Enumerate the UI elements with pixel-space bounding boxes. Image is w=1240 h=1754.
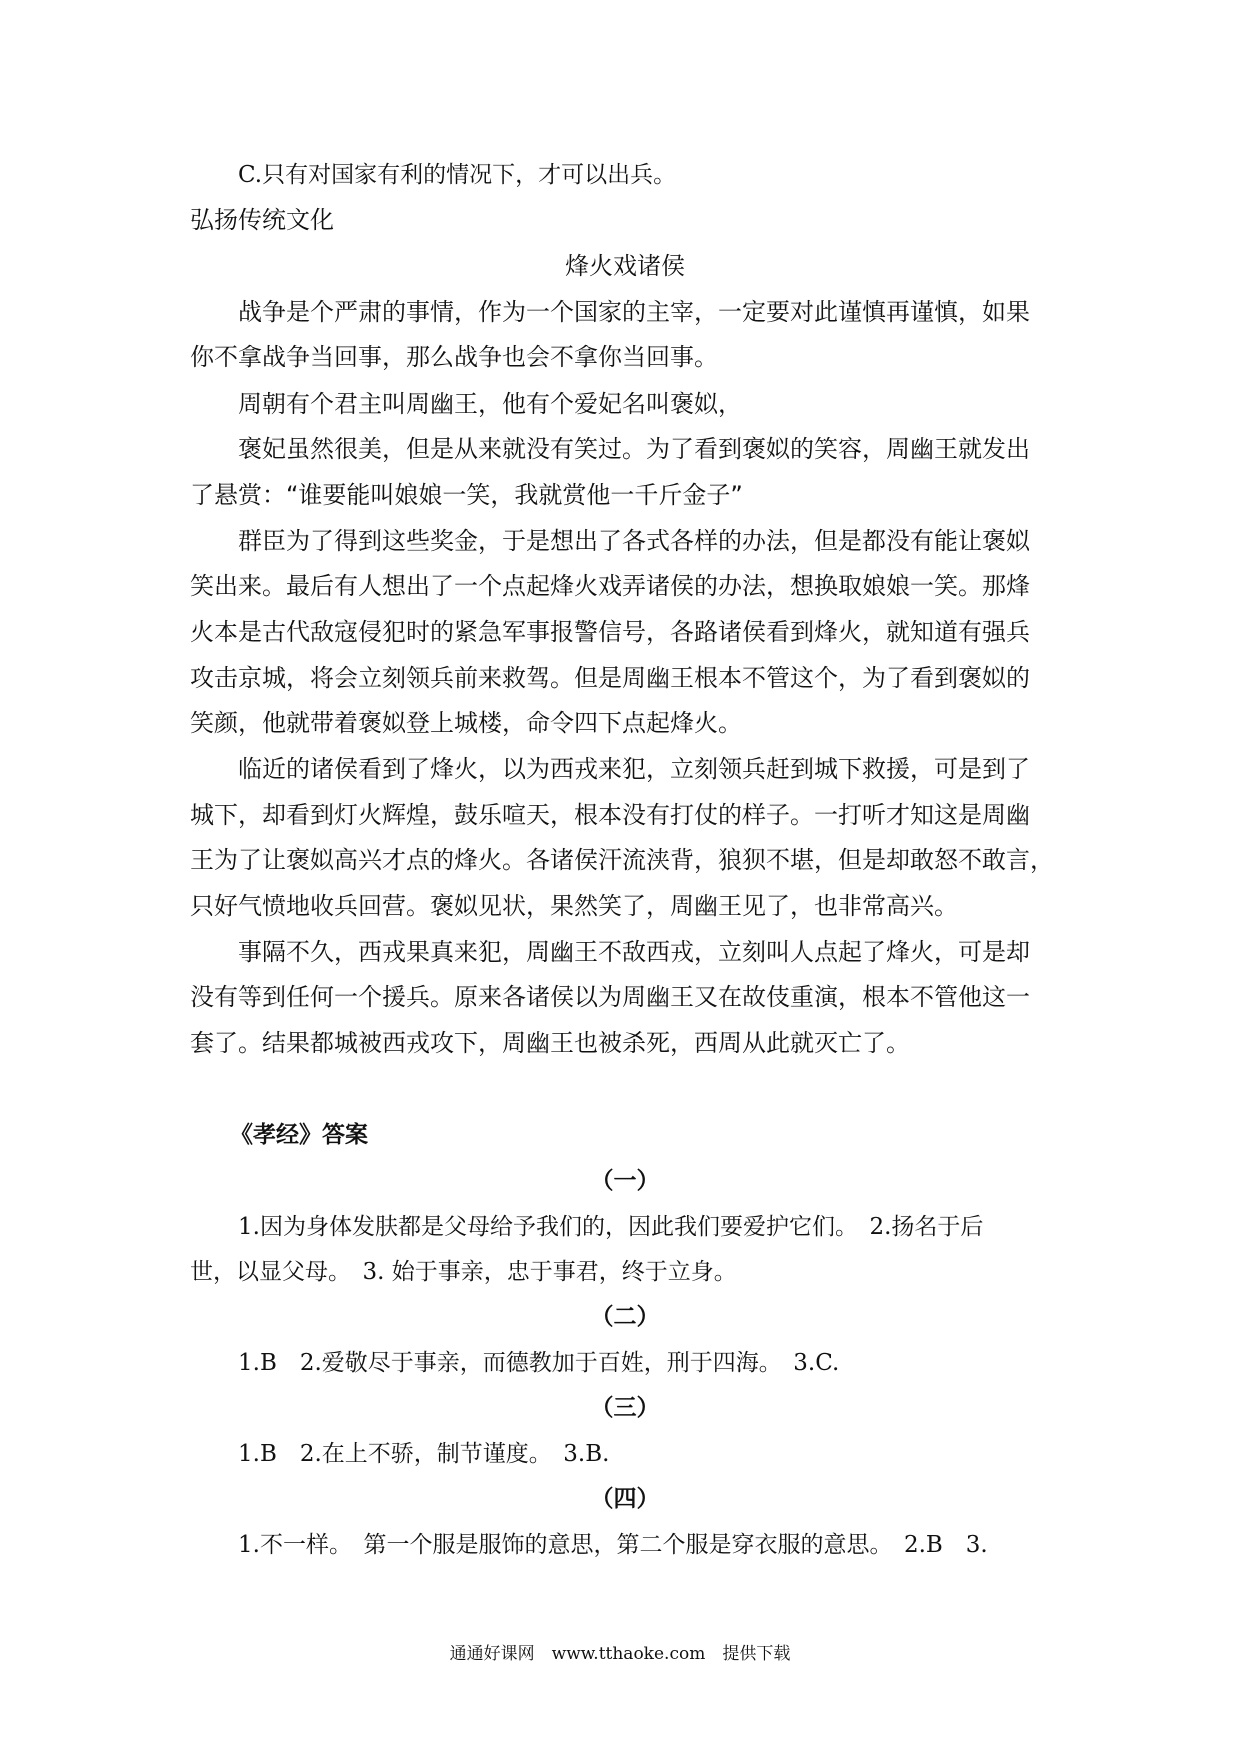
page-footer: 通通好课网 www.tthaoke.com 提供下载 xyxy=(449,1644,791,1664)
story-line: 攻击京城，将会立刻领兵前来救驾。但是周幽王根本不管这个，为了看到褒姒的 xyxy=(190,664,1030,692)
answers-heading: 《孝经》答案 xyxy=(230,1122,368,1148)
story-line: 临近的诸侯看到了烽火，以为西戎来犯，立刻领兵赶到城下救援，可是到了 xyxy=(238,755,1030,783)
story-line: 只好气愤地收兵回营。褒姒见状，果然笑了，周幽王见了，也非常高兴。 xyxy=(190,892,958,920)
story-line: 王为了让褒姒高兴才点的烽火。各诸侯汗流浃背，狼狈不堪，但是却敢怒不敢言， xyxy=(190,846,1054,874)
story-line: 战争是个严肃的事情，作为一个国家的主宰，一定要对此谨慎再谨慎，如果 xyxy=(238,298,1030,326)
story-line: 事隔不久，西戎果真来犯，周幽王不敌西戎，立刻叫人点起了烽火，可是却 xyxy=(238,938,1030,966)
story-line: 周朝有个君主叫周幽王，他有个爱妃名叫褒姒， xyxy=(238,390,742,418)
answer-line: 1.B 2.爱敬尽于事亲，而德教加于百姓，刑于四海。 3.C. xyxy=(238,1350,840,1376)
story-line: 群臣为了得到这些奖金，于是想出了各式各样的办法，但是都没有能让褒姒 xyxy=(238,527,1030,555)
section-heading: 弘扬传统文化 xyxy=(190,206,334,234)
answer-line: 1.不一样。 第一个服是服饰的意思，第二个服是穿衣服的意思。 2.B 3. xyxy=(238,1532,988,1558)
option-c-line: C.只有对国家有利的情况下，才可以出兵。 xyxy=(238,162,677,188)
answer-line: 世，以显父母。 3. 始于事亲，忠于事君，终于立身。 xyxy=(190,1259,737,1285)
story-line: 褒妃虽然很美，但是从来就没有笑过。为了看到褒姒的笑容，周幽王就发出 xyxy=(238,435,1030,463)
story-line: 了悬赏：“谁要能叫娘娘一笑，我就赏他一千斤金子” xyxy=(190,481,743,509)
story-line: 火本是古代敌寇侵犯时的紧急军事报警信号，各路诸侯看到烽火，就知道有强兵 xyxy=(190,618,1030,646)
story-line: 套了。结果都城被西戎攻下，周幽王也被杀死，西周从此就灭亡了。 xyxy=(190,1029,910,1057)
story-line: 笑出来。最后有人想出了一个点起烽火戏弄诸侯的办法，想换取娘娘一笑。那烽 xyxy=(190,572,1030,600)
story-line: 城下，却看到灯火辉煌，鼓乐喧天，根本没有打仗的样子。一打听才知这是周幽 xyxy=(190,801,1030,829)
answer-line: 1.B 2.在上不骄，制节谨度。 3.B. xyxy=(238,1441,610,1467)
section-label: （一） xyxy=(590,1168,660,1194)
section-label: （二） xyxy=(590,1304,660,1330)
answer-line: 1.因为身体发肤都是父母给予我们的，因此我们要爱护它们。 2.扬名于后 xyxy=(238,1214,984,1240)
section-label: （三） xyxy=(590,1395,660,1421)
section-label: （四） xyxy=(590,1486,660,1512)
story-line: 笑颜，他就带着褒姒登上城楼，命令四下点起烽火。 xyxy=(190,709,742,737)
story-line: 没有等到任何一个援兵。原来各诸侯以为周幽王又在故伎重演，根本不管他这一 xyxy=(190,983,1030,1011)
story-title: 烽火戏诸侯 xyxy=(565,252,685,280)
story-line: 你不拿战争当回事，那么战争也会不拿你当回事。 xyxy=(190,343,718,371)
